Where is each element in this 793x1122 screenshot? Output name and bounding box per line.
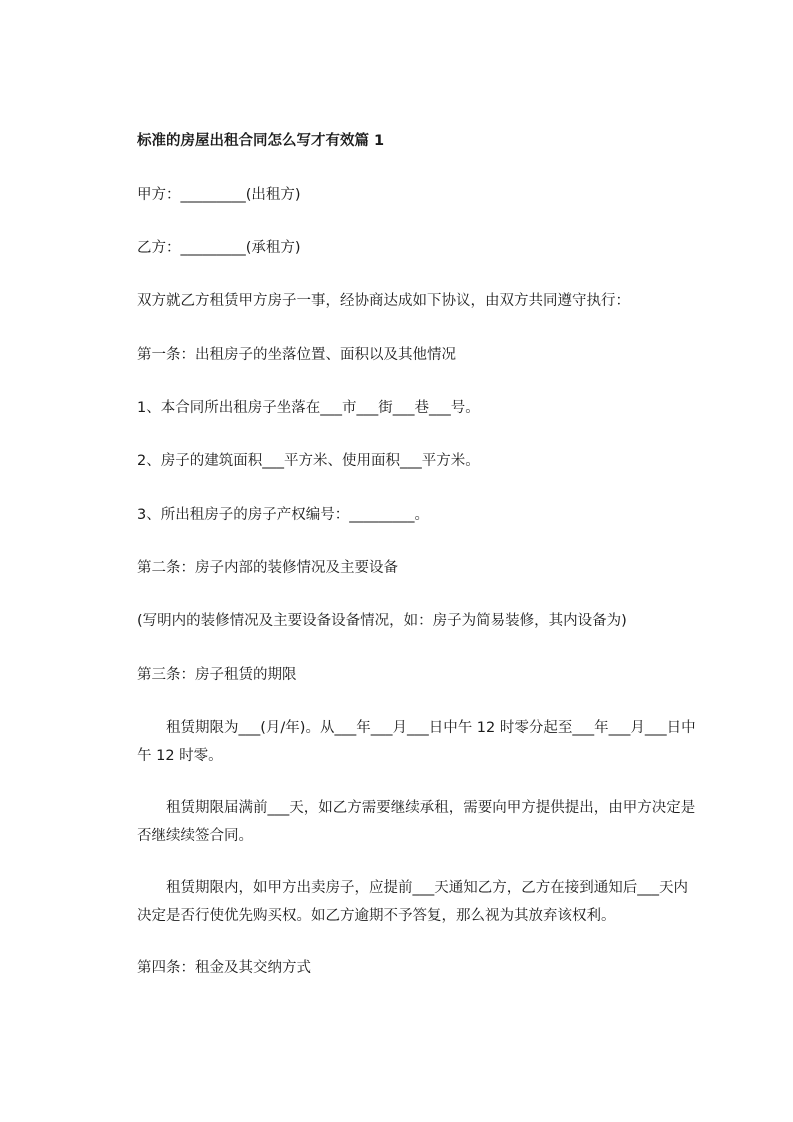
party-b-line: 乙方：_________(承租方) bbox=[137, 240, 301, 256]
article1-item2: 2、房子的建筑面积___平方米、使用面积___平方米。 bbox=[137, 453, 480, 469]
article4-heading: 第四条：租金及其交纳方式 bbox=[137, 960, 311, 976]
article1-item3: 3、所出租房子的房子产权编号：_________。 bbox=[137, 507, 429, 523]
party-a-line: 甲方：_________(出租方) bbox=[137, 187, 301, 203]
article3-renewal: 租赁期限届满前___天，如乙方需要继续承租，需要向甲方提供提出，由甲方决定是否继续续签合同。 bbox=[137, 800, 696, 844]
article3-sale: 租赁期限内，如甲方出卖房子，应提前___天通知乙方，乙方在接到通知后___天内决定是否行使优先购买权。如乙方逾期不予答复，那么视为其放弃该权利。 bbox=[137, 880, 688, 924]
article1-item1: 1、本合同所出租房子坐落在___市___街___巷___号。 bbox=[137, 400, 480, 416]
article1-heading: 第一条：出租房子的坐落位置、面积以及其他情况 bbox=[137, 347, 456, 363]
article2-heading: 第二条：房子内部的装修情况及主要设备 bbox=[137, 560, 398, 576]
article3-term: 租赁期限为___(月/年)。从___年___月___日中午 12 时零分起至___年___月___日中午 12 时零。 bbox=[137, 720, 696, 764]
intro-paragraph: 双方就乙方租赁甲方房子一事，经协商达成如下协议，由双方共同遵守执行： bbox=[137, 293, 630, 309]
article3-heading: 第三条：房子租赁的期限 bbox=[137, 667, 297, 683]
article2-note: (写明内的装修情况及主要设备设备情况，如：房子为简易装修，其内设备为) bbox=[137, 613, 627, 629]
document-title: 标准的房屋出租合同怎么写才有效篇 1 bbox=[137, 133, 385, 149]
